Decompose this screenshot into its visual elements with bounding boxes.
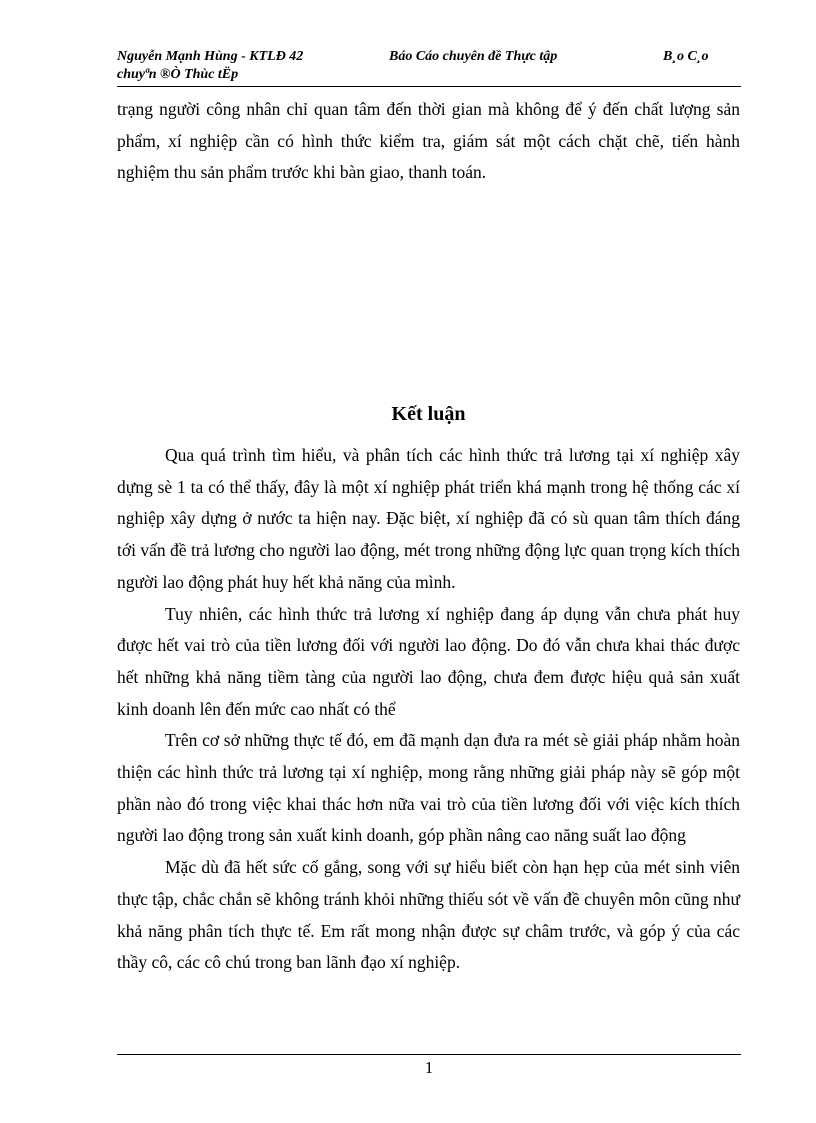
header-author: Nguyễn Mạnh Hùng - KTLĐ 42 — [117, 49, 304, 64]
page-number: 1 — [424, 1058, 434, 1077]
intro-block — [117, 94, 740, 189]
header-divider — [117, 86, 741, 87]
footer-divider — [117, 1054, 741, 1055]
intro-paragraph: trạng người công nhân chỉ quan tâm đến thời gian mà không để ý đến chất lượng sản phẩm, xí nghiệp cần có hình thức kiểm tra, giám sát một cách chặt chẽ, tiến hành nghiệm thu sản phẩm trước khi bàn giao, thanh toán. — [117, 99, 740, 183]
section-heading: Kết luận — [391, 403, 466, 425]
header-title: Báo Cáo chuyên đề Thực tập — [389, 49, 558, 64]
conclusion-paragraph-2: Tuy nhiên, các hình thức trả lương xí nghiệp đang áp dụng vẫn chưa phát huy được hết vai trò của tiền lương đối với người lao động. Do đó vẫn chưa khai thác được hết những khả năng tiềm tàng của người lao động, chưa đem được hiệu quả sản xuất kinh doanh lên đến mức cao nhất có thể — [117, 603, 740, 719]
conclusion-paragraph-3: Trên cơ sở những thực tế đó, em đã mạnh dạn đưa ra mét sè giải pháp nhằm hoàn thiện các hình thức trả lương tại xí nghiệp, mong rằng những giải pháp này sẽ góp một phần nào đó trong việc khai thác hơn nữa vai trò của tiền lương đối với việc kích thích người lao động trong sản xuất kinh doanh, góp phần nâng cao năng suất lao động — [117, 730, 740, 846]
conclusion-paragraph-4: Mặc dù đã hết sức cố gắng, song với sự hiểu biết còn hạn hẹp của mét sinh viên thực tập, chắc chắn sẽ không tránh khỏi những thiếu sót về vấn đề chuyên môn cũng như khả năng phân tích thực tế. Em rất mong nhận được sự châm trước, và góp ý của các thầy cô, các cô chú trong ban lãnh đạo xí nghiệp. — [117, 857, 740, 973]
page-header — [117, 48, 741, 88]
header-second-line: chuyªn ®Ò Thùc tËp — [117, 67, 239, 82]
conclusion-body — [117, 440, 740, 979]
conclusion-paragraph-1: Qua quá trình tìm hiểu, và phân tích các hình thức trả lương tại xí nghiệp xây dựng sè 1 ta có thể thấy, đây là một xí nghiệp phát triển khá mạnh trong hệ thống các xí nghiệp xây dựng ở nước ta hiện nay. Đặc biệt, xí nghiệp đã có sù quan tâm thích đáng tới vấn đề trả lương cho người lao động, mét trong những động lực quan trọng kích thích người lao động phát huy hết khả năng của mình. — [117, 445, 740, 592]
header-right-label: B¸o C¸o — [663, 49, 709, 64]
